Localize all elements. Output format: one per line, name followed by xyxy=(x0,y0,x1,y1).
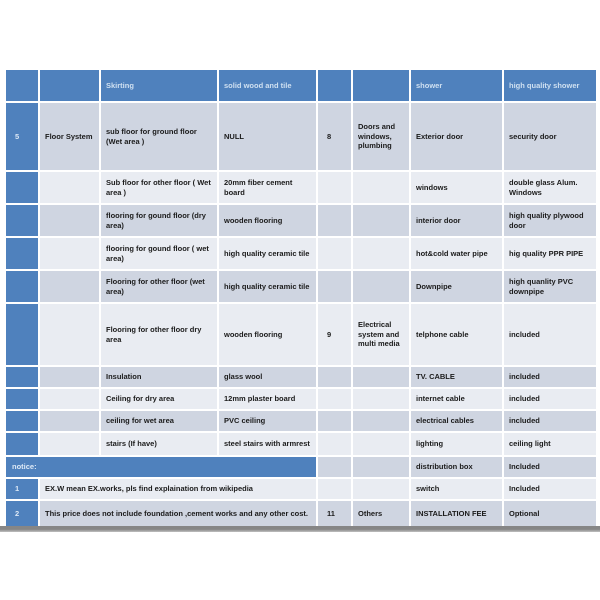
spec-cell: 20mm fiber cement board xyxy=(218,171,317,204)
spec-cell: ceiling for wet area xyxy=(100,410,218,432)
spec-cell: NULL xyxy=(218,102,317,171)
spec-cell: 9 xyxy=(317,303,352,366)
column-header-empty xyxy=(317,69,352,102)
row-number-cell xyxy=(5,432,39,456)
spec-cell: switch xyxy=(410,478,503,500)
spec-cell xyxy=(317,388,352,410)
spec-cell: stairs (If have) xyxy=(100,432,218,456)
notice-bar: notice: xyxy=(5,456,317,478)
spec-cell: included xyxy=(503,388,597,410)
spec-cell: windows xyxy=(410,171,503,204)
row-number-cell xyxy=(5,204,39,237)
column-header-shower: shower xyxy=(410,69,503,102)
spec-cell: Insulation xyxy=(100,366,218,388)
spec-cell: high quality ceramic tile xyxy=(218,270,317,303)
spec-cell: flooring for gound floor ( wet area) xyxy=(100,237,218,270)
spec-cell xyxy=(352,432,410,456)
note-text: This price does not include foundation ,cement works and any other cost. xyxy=(39,500,317,527)
spec-table xyxy=(4,68,598,528)
spec-cell xyxy=(317,432,352,456)
spec-cell: Ceiling for dry area xyxy=(100,388,218,410)
row-number-cell xyxy=(5,366,39,388)
column-header-high-quality-shower: high quality shower xyxy=(503,69,597,102)
spec-cell xyxy=(317,478,352,500)
spec-cell: Flooring for other floor dry area xyxy=(100,303,218,366)
row-number-cell xyxy=(5,237,39,270)
spec-cell: Optional xyxy=(503,500,597,527)
spec-cell: included xyxy=(503,303,597,366)
spec-cell: Included xyxy=(503,456,597,478)
spec-cell: sub floor for ground floor (Wet area ) xyxy=(100,102,218,171)
spec-cell xyxy=(317,237,352,270)
spec-cell xyxy=(317,270,352,303)
row-number-cell xyxy=(5,270,39,303)
spec-cell: Flooring for other floor (wet area) xyxy=(100,270,218,303)
spec-cell xyxy=(39,204,100,237)
spec-cell xyxy=(352,270,410,303)
spec-cell: hig quality PPR PIPE xyxy=(503,237,597,270)
spec-cell: Sub floor for other floor ( Wet area ) xyxy=(100,171,218,204)
row-number-cell xyxy=(5,410,39,432)
spec-cell xyxy=(352,204,410,237)
spec-cell: flooring for gound floor (dry area) xyxy=(100,204,218,237)
spec-cell: Downpipe xyxy=(410,270,503,303)
spec-cell: lighting xyxy=(410,432,503,456)
spec-cell: high quality ceramic tile xyxy=(218,237,317,270)
spec-cell: 11 xyxy=(317,500,352,527)
spec-cell: wooden flooring xyxy=(218,204,317,237)
spec-cell xyxy=(352,237,410,270)
spec-cell: Included xyxy=(503,478,597,500)
row-number-cell xyxy=(5,171,39,204)
spec-cell xyxy=(352,456,410,478)
spec-cell xyxy=(39,171,100,204)
spec-cell: INSTALLATION FEE xyxy=(410,500,503,527)
spec-cell: internet cable xyxy=(410,388,503,410)
spec-cell: Floor System xyxy=(39,102,100,171)
spec-cell: wooden flooring xyxy=(218,303,317,366)
note-text: EX.W mean EX.works, pls find explaination from wikipedia xyxy=(39,478,317,500)
column-header-empty xyxy=(352,69,410,102)
table-shadow xyxy=(0,526,600,532)
spec-cell: double glass Alum. Windows xyxy=(503,171,597,204)
column-header-empty xyxy=(5,69,39,102)
spec-cell: Doors and windows, plumbing xyxy=(352,102,410,171)
spec-cell xyxy=(39,388,100,410)
column-header-empty xyxy=(39,69,100,102)
row-number-cell: 1 xyxy=(5,478,39,500)
spec-cell: Electrical system and multi media xyxy=(352,303,410,366)
spec-cell xyxy=(317,456,352,478)
spec-cell xyxy=(352,388,410,410)
spec-cell xyxy=(317,171,352,204)
spec-cell: steel stairs with armrest xyxy=(218,432,317,456)
column-header-skirting: Skirting xyxy=(100,69,218,102)
spec-cell: telphone cable xyxy=(410,303,503,366)
spec-cell xyxy=(39,410,100,432)
spec-cell xyxy=(352,171,410,204)
row-number-cell xyxy=(5,303,39,366)
spec-cell: included xyxy=(503,410,597,432)
spec-cell: ceiling light xyxy=(503,432,597,456)
spec-cell: distribution box xyxy=(410,456,503,478)
spec-cell: hot&cold water pipe xyxy=(410,237,503,270)
spec-cell: Others xyxy=(352,500,410,527)
spec-cell xyxy=(39,270,100,303)
spec-cell xyxy=(39,432,100,456)
row-number-cell: 2 xyxy=(5,500,39,527)
spec-cell xyxy=(39,303,100,366)
spec-cell: security door xyxy=(503,102,597,171)
spec-cell: TV. CABLE xyxy=(410,366,503,388)
spec-cell xyxy=(352,366,410,388)
column-header-solid-wood-and-tile: solid wood and tile xyxy=(218,69,317,102)
spec-cell xyxy=(39,366,100,388)
spec-cell: included xyxy=(503,366,597,388)
spec-cell xyxy=(317,366,352,388)
spec-cell: glass wool xyxy=(218,366,317,388)
spec-cell: electrical cables xyxy=(410,410,503,432)
spec-cell: Exterior door xyxy=(410,102,503,171)
spec-cell: 12mm plaster board xyxy=(218,388,317,410)
spec-cell: interior door xyxy=(410,204,503,237)
spec-cell: high quality plywood door xyxy=(503,204,597,237)
row-number-cell: 5 xyxy=(5,102,39,171)
spec-cell xyxy=(352,478,410,500)
spec-cell xyxy=(317,204,352,237)
spec-cell xyxy=(39,237,100,270)
row-number-cell xyxy=(5,388,39,410)
spec-cell: PVC ceiling xyxy=(218,410,317,432)
spec-cell: 8 xyxy=(317,102,352,171)
spec-cell xyxy=(352,410,410,432)
spec-cell: high quanlity PVC downpipe xyxy=(503,270,597,303)
spec-cell xyxy=(317,410,352,432)
